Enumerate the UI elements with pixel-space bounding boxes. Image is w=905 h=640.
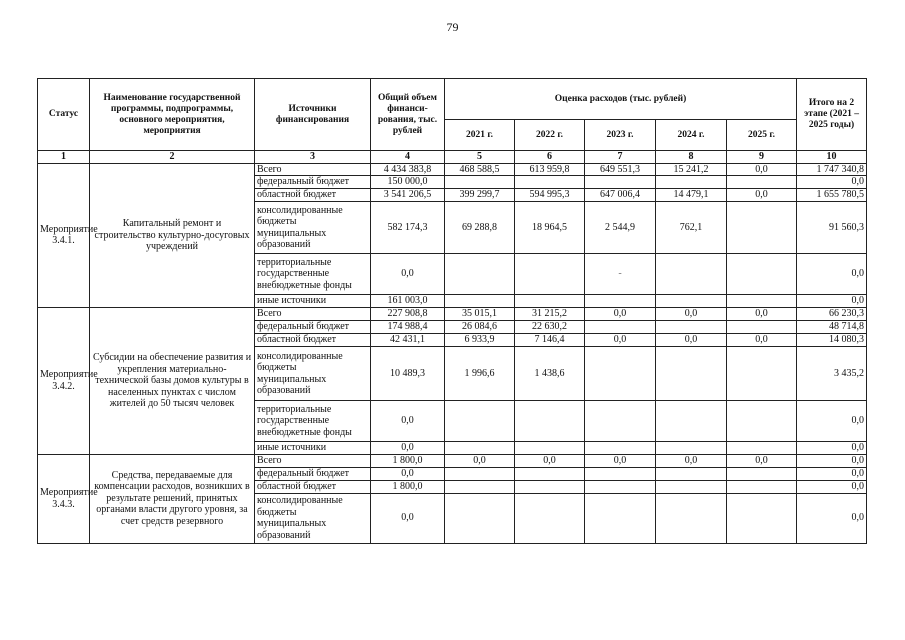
year-cell: 0,0 bbox=[656, 334, 727, 347]
source-cell: иные источники bbox=[255, 442, 371, 455]
year-cell: 0,0 bbox=[445, 454, 515, 467]
activity-name: Капитальный ремонт и строительство культурно-досуговых учреждений bbox=[90, 163, 255, 308]
total-cell: 42 431,1 bbox=[371, 334, 445, 347]
column-index: 1 bbox=[38, 151, 90, 164]
year-cell: 26 084,6 bbox=[445, 321, 515, 334]
year-cell bbox=[585, 347, 656, 401]
status-cell: Мероприятие 3.4.1. bbox=[38, 163, 90, 308]
status-cell: Мероприятие 3.4.2. bbox=[38, 308, 90, 455]
table-row bbox=[38, 308, 867, 321]
year-cell bbox=[515, 295, 585, 308]
stage-total-cell: 48 714,8 bbox=[797, 321, 867, 334]
column-index-row bbox=[38, 151, 867, 164]
total-cell: 0,0 bbox=[371, 254, 445, 295]
header-year-2023: 2023 г. bbox=[585, 120, 656, 151]
year-cell: 0,0 bbox=[727, 189, 797, 202]
header-year-2022: 2022 г. bbox=[515, 120, 585, 151]
stage-total-cell: 0,0 bbox=[797, 442, 867, 455]
year-cell bbox=[585, 401, 656, 442]
year-cell: 31 215,2 bbox=[515, 308, 585, 321]
year-cell bbox=[656, 467, 727, 480]
year-cell bbox=[727, 467, 797, 480]
year-cell bbox=[515, 493, 585, 543]
header-year-2024: 2024 г. bbox=[656, 120, 727, 151]
total-cell: 174 988,4 bbox=[371, 321, 445, 334]
year-cell bbox=[515, 480, 585, 493]
activity-name: Средства, передаваемые для компенсации расходов, возникших в результате решений, принятых органами власти другого уровня, за счет средств резервного bbox=[90, 454, 255, 543]
status-cell: Мероприятие 3.4.3. bbox=[38, 454, 90, 543]
year-cell: 399 299,7 bbox=[445, 189, 515, 202]
source-cell: консолидированные бюджеты муниципальных образований bbox=[255, 493, 371, 543]
year-cell bbox=[727, 295, 797, 308]
stage-total-cell: 1 655 780,5 bbox=[797, 189, 867, 202]
source-cell: Всего bbox=[255, 454, 371, 467]
total-cell: 1 800,0 bbox=[371, 480, 445, 493]
financing-table bbox=[37, 78, 867, 544]
year-cell bbox=[445, 442, 515, 455]
year-cell: 0,0 bbox=[585, 454, 656, 467]
stage-total-cell: 0,0 bbox=[797, 254, 867, 295]
year-cell: 0,0 bbox=[727, 454, 797, 467]
source-cell: областной бюджет bbox=[255, 480, 371, 493]
total-cell: 10 489,3 bbox=[371, 347, 445, 401]
column-index: 6 bbox=[515, 151, 585, 164]
stage-total-cell: 1 747 340,8 bbox=[797, 163, 867, 176]
year-cell bbox=[656, 176, 727, 189]
year-cell bbox=[727, 347, 797, 401]
source-cell: Всего bbox=[255, 308, 371, 321]
year-cell bbox=[656, 321, 727, 334]
column-index: 5 bbox=[445, 151, 515, 164]
year-cell: 14 479,1 bbox=[656, 189, 727, 202]
column-index: 7 bbox=[585, 151, 656, 164]
year-cell bbox=[727, 321, 797, 334]
year-cell bbox=[585, 467, 656, 480]
year-cell bbox=[656, 480, 727, 493]
year-cell: 1 996,6 bbox=[445, 347, 515, 401]
year-cell bbox=[585, 176, 656, 189]
year-cell bbox=[727, 493, 797, 543]
source-cell: областной бюджет bbox=[255, 189, 371, 202]
year-cell: 0,0 bbox=[727, 163, 797, 176]
stage-total-cell: 0,0 bbox=[797, 480, 867, 493]
column-index: 10 bbox=[797, 151, 867, 164]
header-year-2021: 2021 г. bbox=[445, 120, 515, 151]
stage-total-cell: 66 230,3 bbox=[797, 308, 867, 321]
stage-total-cell: 3 435,2 bbox=[797, 347, 867, 401]
year-cell: 0,0 bbox=[656, 308, 727, 321]
header-total-volume: Общий объем финанси-рования, тыс. рублей bbox=[371, 79, 445, 151]
year-cell bbox=[585, 493, 656, 543]
total-cell: 227 908,8 bbox=[371, 308, 445, 321]
activity-name: Субсидии на обеспечение развития и укрепления материально-технической базы домов культуры в населенных пунктах с числом жителей до 50 тысяч человек bbox=[90, 308, 255, 455]
year-cell bbox=[515, 254, 585, 295]
stage-total-cell: 0,0 bbox=[797, 295, 867, 308]
year-cell bbox=[445, 401, 515, 442]
stage-total-cell: 0,0 bbox=[797, 467, 867, 480]
page-number: 79 bbox=[446, 20, 459, 34]
column-index: 9 bbox=[727, 151, 797, 164]
year-cell bbox=[445, 493, 515, 543]
year-cell: 1 438,6 bbox=[515, 347, 585, 401]
source-cell: Всего bbox=[255, 163, 371, 176]
year-cell bbox=[445, 480, 515, 493]
header-name: Наименование государственной программы, подпрограммы, основного мероприятия, мероприятия bbox=[90, 79, 255, 151]
source-cell: консолидированные бюджеты муниципальных образований bbox=[255, 202, 371, 254]
year-cell bbox=[585, 321, 656, 334]
stage-total-cell: 0,0 bbox=[797, 493, 867, 543]
column-index: 3 bbox=[255, 151, 371, 164]
total-cell: 4 434 383,8 bbox=[371, 163, 445, 176]
year-cell bbox=[585, 295, 656, 308]
total-cell: 0,0 bbox=[371, 442, 445, 455]
column-index: 4 bbox=[371, 151, 445, 164]
year-cell: 2 544,9 bbox=[585, 202, 656, 254]
total-cell: 1 800,0 bbox=[371, 454, 445, 467]
column-index: 2 bbox=[90, 151, 255, 164]
year-cell: 15 241,2 bbox=[656, 163, 727, 176]
year-cell: 594 995,3 bbox=[515, 189, 585, 202]
year-cell bbox=[585, 480, 656, 493]
year-cell bbox=[515, 442, 585, 455]
total-cell: 0,0 bbox=[371, 493, 445, 543]
year-cell: 69 288,8 bbox=[445, 202, 515, 254]
header-estimate: Оценка расходов (тыс. рублей) bbox=[445, 79, 797, 120]
stage-total-cell: 0,0 bbox=[797, 454, 867, 467]
year-cell bbox=[445, 254, 515, 295]
year-cell: 18 964,5 bbox=[515, 202, 585, 254]
stage-total-cell: 0,0 bbox=[797, 176, 867, 189]
year-cell: 22 630,2 bbox=[515, 321, 585, 334]
year-cell bbox=[727, 480, 797, 493]
year-cell bbox=[656, 254, 727, 295]
table-row bbox=[38, 163, 867, 176]
year-cell bbox=[656, 295, 727, 308]
year-cell: 762,1 bbox=[656, 202, 727, 254]
year-cell bbox=[727, 401, 797, 442]
column-index: 8 bbox=[656, 151, 727, 164]
header-year-2025: 2025 г. bbox=[727, 120, 797, 151]
year-cell bbox=[445, 295, 515, 308]
stage-total-cell: 91 560,3 bbox=[797, 202, 867, 254]
year-cell bbox=[727, 202, 797, 254]
year-cell: 0,0 bbox=[656, 454, 727, 467]
year-cell: 647 006,4 bbox=[585, 189, 656, 202]
year-cell: 35 015,1 bbox=[445, 308, 515, 321]
source-cell: федеральный бюджет bbox=[255, 176, 371, 189]
year-cell: 0,0 bbox=[585, 334, 656, 347]
source-cell: иные источники bbox=[255, 295, 371, 308]
year-cell bbox=[727, 254, 797, 295]
total-cell: 161 003,0 bbox=[371, 295, 445, 308]
total-cell: 150 000,0 bbox=[371, 176, 445, 189]
source-cell: консолидированные бюджеты муниципальных образований bbox=[255, 347, 371, 401]
header-status: Статус bbox=[38, 79, 90, 151]
total-cell: 0,0 bbox=[371, 467, 445, 480]
year-cell bbox=[656, 347, 727, 401]
source-cell: федеральный бюджет bbox=[255, 321, 371, 334]
stage-total-cell: 0,0 bbox=[797, 401, 867, 442]
source-cell: территориальные государственные внебюджетные фонды bbox=[255, 254, 371, 295]
year-cell bbox=[727, 442, 797, 455]
year-cell bbox=[656, 442, 727, 455]
year-cell bbox=[656, 401, 727, 442]
source-cell: федеральный бюджет bbox=[255, 467, 371, 480]
year-cell bbox=[445, 467, 515, 480]
year-cell bbox=[515, 176, 585, 189]
year-cell bbox=[445, 176, 515, 189]
year-cell: - bbox=[585, 254, 656, 295]
year-cell: 0,0 bbox=[515, 454, 585, 467]
source-cell: областной бюджет bbox=[255, 334, 371, 347]
stage-total-cell: 14 080,3 bbox=[797, 334, 867, 347]
header-stage-total: Итого на 2 этапе (2021 – 2025 годы) bbox=[797, 79, 867, 151]
total-cell: 0,0 bbox=[371, 401, 445, 442]
year-cell: 613 959,8 bbox=[515, 163, 585, 176]
year-cell: 7 146,4 bbox=[515, 334, 585, 347]
year-cell: 468 588,5 bbox=[445, 163, 515, 176]
header-source: Источники финансирования bbox=[255, 79, 371, 151]
year-cell bbox=[727, 176, 797, 189]
table-row bbox=[38, 454, 867, 467]
total-cell: 582 174,3 bbox=[371, 202, 445, 254]
year-cell bbox=[515, 467, 585, 480]
source-cell: территориальные государственные внебюджетные фонды bbox=[255, 401, 371, 442]
year-cell: 649 551,3 bbox=[585, 163, 656, 176]
year-cell bbox=[585, 442, 656, 455]
year-cell: 0,0 bbox=[585, 308, 656, 321]
year-cell bbox=[515, 401, 585, 442]
year-cell bbox=[656, 493, 727, 543]
year-cell: 0,0 bbox=[727, 308, 797, 321]
year-cell: 0,0 bbox=[727, 334, 797, 347]
total-cell: 3 541 206,5 bbox=[371, 189, 445, 202]
year-cell: 6 933,9 bbox=[445, 334, 515, 347]
